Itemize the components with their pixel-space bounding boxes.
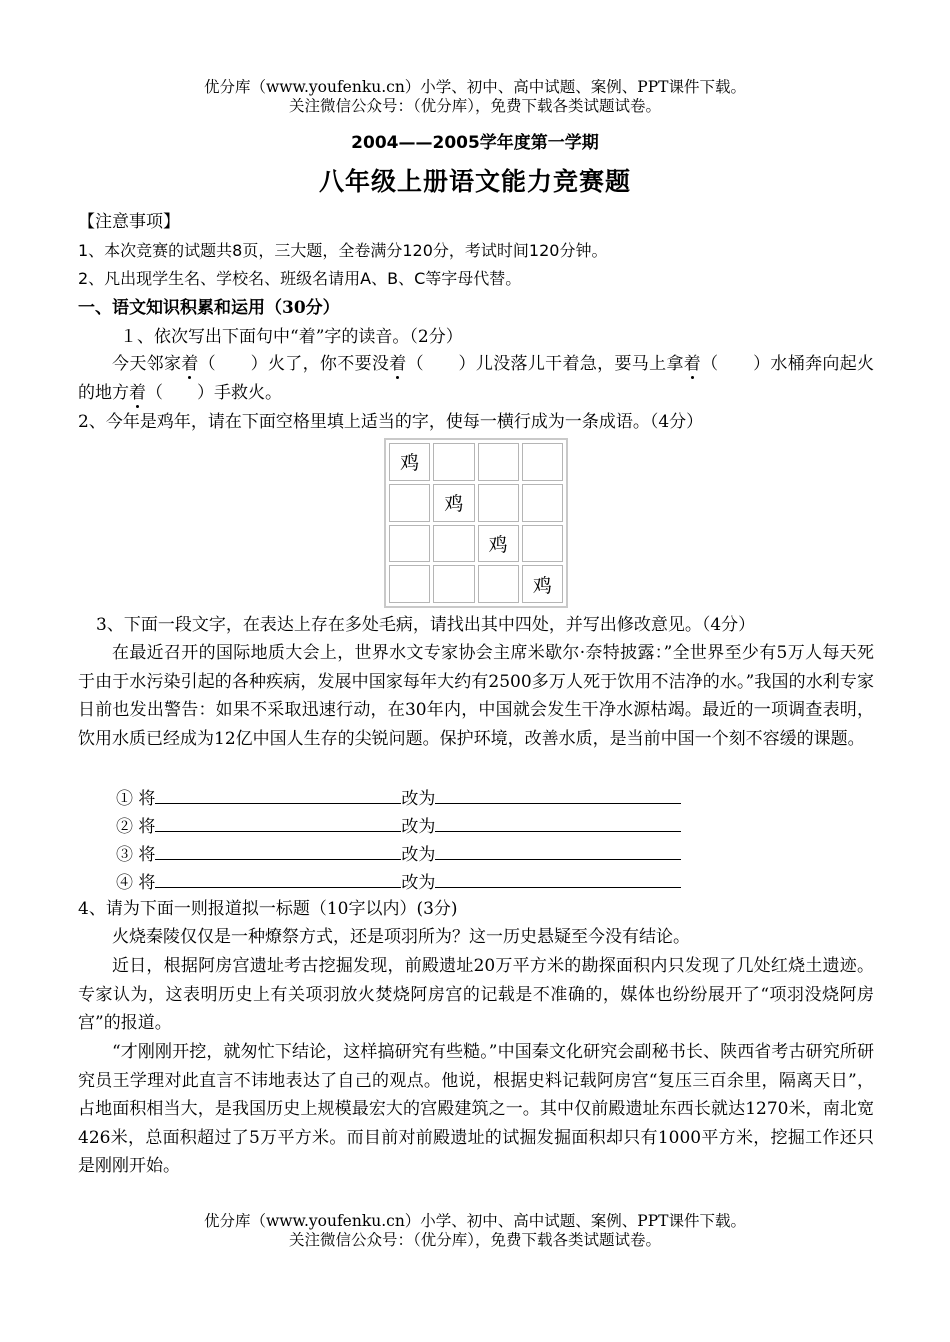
answer-blank[interactable] (435, 784, 681, 804)
q3-passage: 在最近召开的国际地质大会上，世界水文专家协会主席米歇尔·奈特披露：”全世界至少有5万人每天死于由于水污染引起的各种疾病，发展中国家每年大约有2500多万人死于饮用不洁净的水。”我国的水利专家日前也发出警告：如果不采取迅速行动，在30年内，中国就会发生干净水源枯竭。最近的一项调查表明，饮用水质已经成为12亿中国人生存的尖锐问题。保护环境，改善水质，是当前中国一个刻不容缓的课题。 (78, 643, 874, 749)
footer-line-2: 关注微信公众号：（优分库），免费下载各类试题试卷。 (288, 1231, 661, 1249)
answer-blank[interactable] (435, 840, 681, 860)
q4-paragraph-3: “才刚刚开挖，就匆忙下结论，这样搞研究有些糙。”中国秦文化研究会副秘书长、陕西省考古研究所研究员王学理对此直言不讳地表达了自己的观点。他说，根据史料记载阿房宫“复压三百余里，隔离天日”，占地面积相当大，是我国历史上规模最宏大的宫殿建筑之一。其中仅前殿遗址东西长就达1270米，南北宽426米，总面积超过了5万平方米。而目前对前殿遗址的试掘发掘面积却只有1000平方米，挖掘工作还只是刚刚开始。 (78, 1042, 874, 1177)
idiom-grid (384, 438, 568, 608)
notice-heading: 【注意事项】 (78, 212, 180, 232)
q3-answer-row-3: ③ 将 改为 (116, 840, 681, 867)
q3-answer-row-2: ② 将 改为 (116, 812, 681, 839)
header-line-2: 关注微信公众号：（优分库），免费下载各类试题试卷。 (288, 97, 661, 115)
section-1-heading: 一、语文知识积累和运用（30分） (78, 298, 340, 318)
answer-blank[interactable] (155, 868, 401, 888)
page-footer (0, 1212, 950, 1250)
q4-paragraph-1: 火烧秦陵仅仅是一种燎祭方式，还是项羽所为？这一历史悬疑至今没有结论。 (112, 927, 690, 947)
header-line-1: 优分库（www.youfenku.cn）小学、初中、高中试题、案例、PPT课件下载。 (203, 78, 747, 96)
q3-answer-row-4: ④ 将 改为 (116, 868, 681, 895)
grid-cell[interactable] (433, 565, 474, 603)
notice-item-1: 1、本次竞赛的试题共8页，三大题，全卷满分120分，考试时间120分钟。 (78, 241, 608, 260)
footer-line-1: 优分库（www.youfenku.cn）小学、初中、高中试题、案例、PPT课件下载。 (203, 1212, 747, 1230)
grid-cell[interactable] (522, 443, 563, 481)
q1-prompt: １、依次写出下面句中“着”字的读音。（2分） (120, 327, 463, 347)
grid-cell[interactable] (478, 565, 519, 603)
dotted-char: 着 (389, 354, 407, 374)
exam-title: 八年级上册语文能力竞赛题 (318, 167, 631, 196)
grid-cell[interactable]: 鸡 (478, 525, 519, 563)
q1-sentence: 今天邻家着（ ）火了，你不要没着（ ）儿没落儿干着急，要马上拿着（ ）水桶奔向起火的地方着（ ）手救火。 (78, 354, 875, 403)
grid-cell[interactable] (522, 484, 563, 522)
dotted-char: 着 (129, 382, 146, 403)
answer-blank[interactable] (155, 784, 401, 804)
grid-cell[interactable]: 鸡 (522, 565, 563, 603)
page-header (0, 78, 950, 116)
answer-blank[interactable] (435, 868, 681, 888)
q4-prompt: 4、请为下面一则报道拟一标题（10字以内）(3分) (78, 899, 458, 919)
q3-answer-row-1: ① 将 改为 (116, 784, 681, 811)
q4-paragraph-2: 近日，根据阿房宫遗址考古挖掘发现，前殿遗址20万平方米的勘探面积内只发现了几处红烧土遗迹。专家认为，这表明历史上有关项羽放火焚烧阿房宫的记载是不准确的，媒体也纷纷展开了“项羽没烧阿房宫”的报道。 (78, 956, 874, 1034)
grid-cell[interactable] (433, 525, 474, 563)
grid-cell[interactable] (478, 443, 519, 481)
q3-prompt: 3、下面一段文字，在表达上存在多处毛病，请找出其中四处，并写出修改意见。（4分） (96, 615, 756, 635)
grid-cell[interactable] (433, 443, 474, 481)
q2-prompt: 2、今年是鸡年，请在下面空格里填上适当的字，使每一横行成为一条成语。（4分） (78, 412, 704, 432)
exam-subtitle: 2004——2005学年度第一学期 (351, 133, 599, 153)
dotted-char: 着 (683, 354, 702, 374)
dotted-char: 着 (181, 354, 199, 374)
grid-cell[interactable] (522, 525, 563, 563)
grid-cell[interactable] (389, 484, 430, 522)
answer-blank[interactable] (435, 812, 681, 832)
answer-blank[interactable] (155, 812, 401, 832)
grid-cell[interactable]: 鸡 (433, 484, 474, 522)
notice-item-2: 2、凡出现学生名、学校名、班级名请用A、B、C等字母代替。 (78, 269, 522, 288)
grid-cell[interactable]: 鸡 (389, 443, 430, 481)
grid-cell[interactable] (389, 565, 430, 603)
answer-blank[interactable] (155, 840, 401, 860)
grid-cell[interactable] (389, 525, 430, 563)
grid-cell[interactable] (478, 484, 519, 522)
